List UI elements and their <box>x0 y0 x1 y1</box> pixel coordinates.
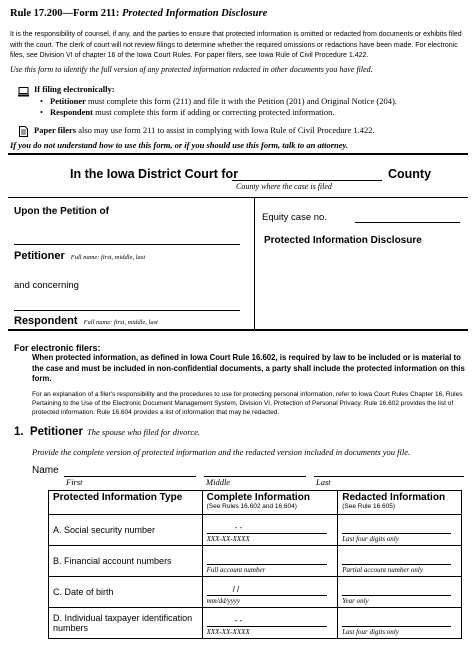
name-label: Name <box>32 465 59 476</box>
bullet-petitioner: • Petitioner must complete this form (211) and file it with the Petition (201) and Original Notice (204). <box>40 96 397 106</box>
redacted-ssn-field[interactable] <box>338 515 462 546</box>
county-note: County where the case is filed <box>236 182 332 191</box>
complete-dob-field[interactable] <box>202 577 338 608</box>
bullet-respondent-text: must complete this form if adding or correcting protected information. <box>92 107 335 117</box>
section-1-instructions: Provide the complete version of protected information and the redacted version included in documents you file. <box>32 447 411 457</box>
respondent-label-row <box>14 315 158 327</box>
electronic-filers-bold-text: When protected information, as defined in Iowa Court Rule 16.602, is required by law to be included or is material to the case and must be included in non-confidential documents, a party shall include the protected information on this form. <box>32 353 465 383</box>
section-1-note: The spouse who filed for divorce. <box>87 427 201 437</box>
paper-filers-line <box>34 125 375 135</box>
dob-format: mm/dd/yyyy <box>206 597 241 605</box>
form-title: Protected Information Disclosure <box>122 8 268 19</box>
respondent-note: Full name: first, middle, last <box>83 319 158 326</box>
county-input-line[interactable] <box>232 180 382 181</box>
bullet-petitioner-bold: Petitioner <box>50 96 86 106</box>
last-name-line[interactable] <box>314 476 464 477</box>
table-row <box>49 515 462 546</box>
col-redacted-header <box>338 491 462 515</box>
ssn-separators: - - <box>234 523 243 532</box>
itin-redacted-note: Last four digits only <box>342 628 399 636</box>
row-type: B. Financial account numbers <box>49 546 203 577</box>
paper-filers-bold: Paper filers <box>34 125 77 135</box>
col-redacted-title: Redacted Information <box>342 492 446 503</box>
redacted-itin-field[interactable] <box>338 608 462 639</box>
bullet-petitioner-text: must complete this form (211) and file it with the Petition (201) and Original Notice (204). <box>85 96 397 106</box>
caption-doc-title: Protected Information Disclosure <box>264 235 422 246</box>
intro-italic-line: Use this form to identify the full version of any protected information redacted in other documents you have filed. <box>10 65 373 74</box>
complete-ssn-field[interactable] <box>202 515 338 546</box>
table-row <box>49 577 462 608</box>
account-redacted-note: Partial account number only <box>342 566 423 574</box>
bullet-respondent: • Respondent must complete this form if adding or correcting protected information. <box>40 107 335 117</box>
redacted-account-field[interactable] <box>338 546 462 577</box>
bullet-respondent-bold: Respondent <box>50 107 93 117</box>
petitioner-label: Petitioner <box>14 250 65 262</box>
paper-filers-text: also may use form 211 to assist in complying with Iowa Rule of Civil Procedure 1.422. <box>76 125 375 135</box>
electronic-filing-heading: If filing electronically: <box>34 84 115 94</box>
court-suffix: County <box>388 167 432 181</box>
section-1-heading <box>14 426 200 438</box>
redacted-dob-field[interactable] <box>338 577 462 608</box>
respondent-name-line[interactable] <box>14 310 240 311</box>
ssn-format: XXX-XX-XXXX <box>206 535 250 543</box>
ssn-redacted-note: Last four digits only <box>342 535 399 543</box>
col-complete-header <box>202 491 338 515</box>
last-label: Last <box>316 477 331 487</box>
court-prefix: In the Iowa District Court for <box>70 167 239 181</box>
caption-divider <box>254 197 255 329</box>
col-redacted-sub: (See Rule 16.605) <box>342 503 396 510</box>
table-row <box>49 608 462 639</box>
section-1-number: 1. <box>14 426 24 438</box>
row-type: D. Individual taxpayer identification numbers <box>49 608 203 639</box>
col-type-header: Protected Information Type <box>49 491 203 515</box>
itin-format: XXX-XX-XXXX <box>206 628 250 636</box>
middle-label: Middle <box>206 477 231 487</box>
itin-separators: - - <box>234 616 243 625</box>
computer-icon <box>18 84 29 102</box>
attorney-warning: If you do not understand how to use this form, or if you should use this form, talk to an attorney. <box>10 140 349 150</box>
dob-redacted-note: Year only <box>342 597 369 605</box>
complete-account-field[interactable] <box>202 546 338 577</box>
form-heading <box>10 8 267 19</box>
table-header-row <box>49 491 462 515</box>
account-format: Full account number <box>206 566 266 574</box>
dob-separators: / / <box>232 585 240 594</box>
complete-itin-field[interactable] <box>202 608 338 639</box>
top-divider <box>8 153 468 155</box>
protected-info-table <box>48 490 462 639</box>
equity-case-input[interactable] <box>355 222 460 223</box>
caption-bottom-line <box>8 329 468 331</box>
col-complete-sub: (See Rules 16.602 and 16.604) <box>206 503 297 510</box>
first-name-line[interactable] <box>64 476 196 477</box>
caption-top-line <box>8 197 468 198</box>
first-label: First <box>66 477 83 487</box>
equity-case-label: Equity case no. <box>262 212 327 223</box>
col-complete-title: Complete Information <box>206 492 310 503</box>
and-concerning-label: and concerning <box>14 280 79 291</box>
intro-paragraph: It is the responsibility of counsel, if any, and the parties to ensure that protected information is omitted or redacted from documents or exhibits filed with the court. The clerk of court will not review filings to determine whether the required omissions or redactions have been made. For electronic files, see Division VI of chapter 16 of the Iowa Court Rules. For paper filers, see Iowa Rule of Civil Procedure 1.422. <box>10 31 462 59</box>
row-type: C. Date of birth <box>49 577 203 608</box>
row-type: A. Social security number <box>49 515 203 546</box>
petitioner-name-line[interactable] <box>14 244 240 245</box>
electronic-filers-heading: For electronic filers: <box>14 343 101 353</box>
petitioner-note: Full name: first, middle, last <box>70 254 146 261</box>
respondent-label: Respondent <box>14 315 78 327</box>
upon-petition-label: Upon the Petition of <box>14 206 109 217</box>
petitioner-label-row <box>14 250 145 262</box>
table-row <box>49 546 462 577</box>
rule-number: Rule 17.200—Form 211: <box>10 8 120 19</box>
electronic-filers-small-text: For an explanation of a filer's responsibility and the procedures to use for protecting personal information, refer to Iowa Court Rules Chapter 16, Rules Pertaining to the Use of the Electronic Document Management System, Division VI, Protection of Personal Privacy. Rule 16.602 provides the list of protected information. Rule 16.604 provides a list of information that may be redacted. <box>32 391 463 416</box>
section-1-title: Petitioner <box>29 426 84 438</box>
